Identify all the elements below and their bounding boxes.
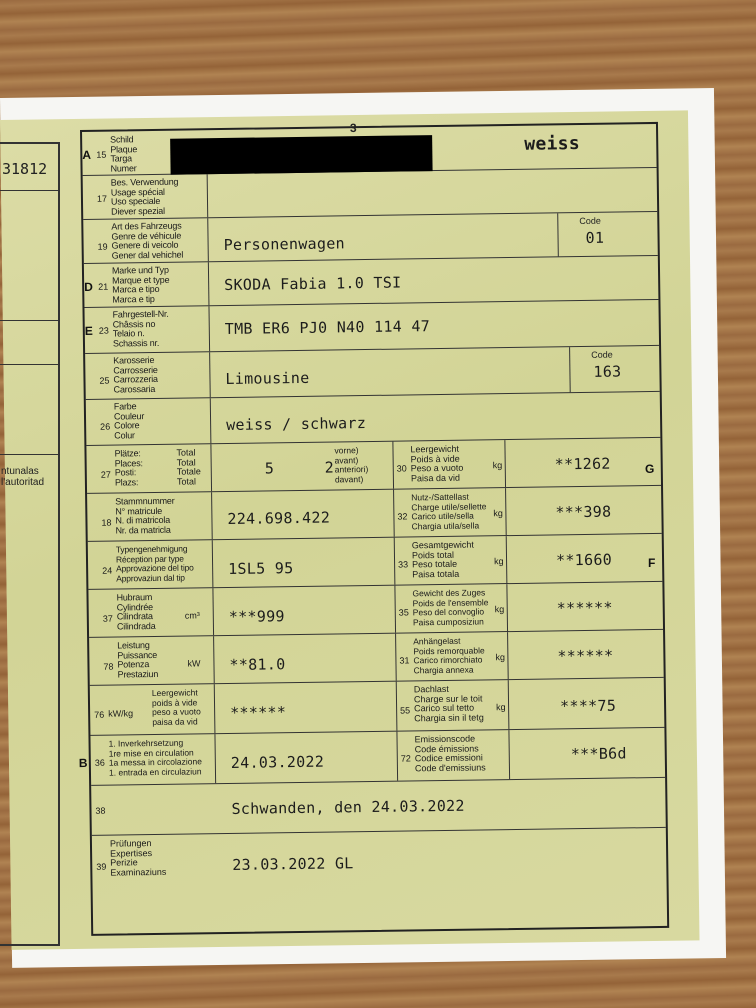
field-number: 30 bbox=[396, 463, 407, 474]
form-frame bbox=[80, 122, 669, 936]
unit: cm³ bbox=[184, 610, 200, 621]
row-registration-emissions bbox=[78, 728, 665, 786]
field-label: Leergewicht Poids à vide Peso a vuoto Paisa da vid bbox=[410, 443, 464, 484]
field-number: 76 bbox=[94, 709, 105, 720]
row-chassis bbox=[84, 300, 659, 354]
field-number: 72 bbox=[400, 753, 411, 764]
field-label: Plätze: Places: Posti: Plazs: bbox=[114, 448, 143, 488]
unit: kg bbox=[496, 702, 506, 713]
vehicle-type-code: 01 bbox=[585, 228, 605, 247]
vehicle-type-value: Personenwagen bbox=[223, 234, 346, 255]
first-registration-value: 24.03.2022 bbox=[230, 752, 325, 772]
field-number: 55 bbox=[400, 705, 411, 716]
empty-weight-value: **1262 bbox=[554, 454, 611, 474]
row-power-weight-roof-load bbox=[90, 678, 665, 736]
place-date-value: Schwanden, den 24.03.2022 bbox=[231, 796, 465, 818]
unit: kg bbox=[493, 556, 504, 567]
train-weight-value: ****** bbox=[556, 598, 613, 618]
field-label: Nutz-/Sattellast Charge utile/sellette Carico utile/sella Chargia utila/sella bbox=[411, 491, 487, 532]
total-label: Total Total Totale Total bbox=[176, 447, 201, 487]
row-inspections bbox=[92, 828, 667, 934]
field-label: Gewicht des Zuges Poids de l'ensemble Peso del convoglio Paisa cumposiziun bbox=[412, 587, 489, 628]
field-number: 78 bbox=[103, 661, 114, 672]
field-label: Stammnummer N° matricule N. di matricola Nr. da matricla bbox=[115, 495, 175, 536]
left-page-frame bbox=[0, 142, 60, 946]
field-label: Leergewicht poids à vide peso a vuoto paisa da vid bbox=[151, 687, 201, 727]
field-number: 24 bbox=[102, 565, 113, 576]
field-number: 19 bbox=[97, 241, 108, 252]
row-body bbox=[85, 346, 660, 400]
make-model-value: SKODA Fabia 1.0 TSI bbox=[224, 273, 402, 295]
field-letter: B bbox=[78, 755, 88, 771]
emission-code-value: ***B6d bbox=[570, 744, 627, 764]
total-weight-value: **1660 bbox=[555, 550, 613, 570]
row-seats-empty-weight bbox=[86, 438, 661, 494]
field-label: Emissionscode Code émissions Codice emissioni Code d'emissiuns bbox=[414, 733, 486, 774]
field-number: 17 bbox=[96, 193, 108, 204]
unit: kg bbox=[494, 604, 505, 615]
matricule-value: 224.698.422 bbox=[227, 508, 331, 528]
field-number: 38 bbox=[95, 805, 106, 816]
redacted-plate-number bbox=[170, 135, 432, 175]
plate-color: weiss bbox=[524, 133, 581, 155]
code-label: Code bbox=[591, 349, 613, 360]
row-power-towing bbox=[89, 630, 664, 686]
field-label: Hubraum Cylindrée Cilindrata Cilindrada bbox=[116, 592, 156, 632]
field-label: Anhängelast Poids remorquable Carico rimorchiato Chargia annexa bbox=[413, 635, 485, 676]
row-place-date bbox=[91, 778, 666, 836]
field-label: 1. Inverkehrsetzung 1re mise en circulation 1a messa in circolazione 1. entrada en circulaziun bbox=[108, 737, 202, 778]
unit: kW bbox=[187, 658, 201, 669]
side-letter-f: F bbox=[648, 556, 656, 570]
field-label: Prüfungen Expertises Perizie Examinaziuns bbox=[109, 838, 167, 878]
field-label: Marke und Typ Marque et type Marca e tipo Marca e tip bbox=[111, 264, 170, 305]
payload-value: ***398 bbox=[555, 502, 612, 522]
field-number: 32 bbox=[397, 511, 408, 522]
field-label: Karosserie Carrosserie Carrozzeria Carossaria bbox=[113, 354, 158, 395]
unit: kW/kg bbox=[108, 708, 134, 719]
row-type-approval-total-weight bbox=[88, 534, 663, 590]
field-number: 31 bbox=[399, 655, 410, 666]
field-letter: A bbox=[82, 147, 92, 162]
type-approval-value: 1SL5 95 bbox=[228, 559, 294, 578]
chassis-number-value: TMB ER6 PJ0 N40 114 47 bbox=[224, 317, 431, 338]
unit: kg bbox=[495, 652, 505, 663]
row-displacement-train-weight bbox=[88, 582, 663, 638]
seats-total-value: 5 bbox=[264, 459, 275, 478]
color-value: weiss / schwarz bbox=[226, 414, 367, 434]
field-number: 25 bbox=[99, 375, 110, 386]
body-value: Limousine bbox=[225, 368, 310, 388]
field-number: 27 bbox=[100, 469, 111, 480]
power-weight-value: ****** bbox=[230, 703, 287, 722]
field-label: Farbe Couleur Colore Colur bbox=[113, 401, 145, 441]
seats-front-value: 2 bbox=[324, 458, 335, 477]
power-value: **81.0 bbox=[229, 655, 286, 674]
field-number: 21 bbox=[98, 281, 109, 292]
towing-value: ****** bbox=[557, 646, 614, 666]
unit: kg bbox=[493, 508, 503, 519]
side-letter-g: G bbox=[645, 462, 655, 476]
field-label: Leistung Puissance Potenza Prestaziun bbox=[117, 640, 159, 680]
left-page-text: l'autoritad bbox=[1, 477, 45, 488]
field-number: 23 bbox=[98, 325, 109, 336]
field-number: 26 bbox=[100, 421, 111, 432]
field-label: Art des Fahrzeugs Genre de véhicule Genere di veicolo Gener dal vehichel bbox=[111, 220, 184, 261]
field-label: Schild Plaque Targa Numer bbox=[110, 134, 138, 174]
front-label: vorne) avant) anteriori) davant) bbox=[334, 445, 369, 485]
field-label: Fahrgestell-Nr. Châssis no Telaio n. Schassis nr. bbox=[112, 308, 169, 349]
field-number: 36 bbox=[94, 757, 105, 768]
field-letter: D bbox=[84, 279, 93, 294]
field-number: 33 bbox=[398, 559, 409, 570]
page-number: 3 bbox=[349, 120, 357, 136]
left-page-text: ntunalas bbox=[1, 466, 39, 477]
field-label: Gesamtgewicht Poids total Peso totale Paisa totala bbox=[411, 539, 474, 580]
field-label: Dachlast Charge sur le toit Carico sul tetto Chargia sin il tetg bbox=[413, 683, 484, 724]
code-label: Code bbox=[579, 215, 601, 227]
row-matricule-payload bbox=[87, 486, 662, 542]
field-number: 37 bbox=[102, 613, 113, 624]
roof-load-value: ****75 bbox=[559, 696, 617, 716]
field-number: 35 bbox=[398, 607, 409, 618]
unit: kg bbox=[492, 460, 503, 471]
left-page-number: 31812 bbox=[2, 160, 48, 178]
field-number: 15 bbox=[96, 149, 107, 160]
field-label: Typengenehmigung Réception par type Approvazione del tipo Approvaziun dal tip bbox=[115, 543, 194, 584]
field-letter: E bbox=[84, 323, 93, 338]
field-number: 18 bbox=[101, 517, 112, 528]
row-color bbox=[86, 392, 661, 446]
field-number: 39 bbox=[96, 861, 107, 872]
inspection-value: 23.03.2022 GL bbox=[232, 854, 354, 874]
body-code: 163 bbox=[593, 362, 622, 381]
field-label: Bes. Verwendung Usage spécial Uso speciale Diever spezial bbox=[110, 176, 179, 217]
displacement-value: ***999 bbox=[228, 607, 285, 626]
